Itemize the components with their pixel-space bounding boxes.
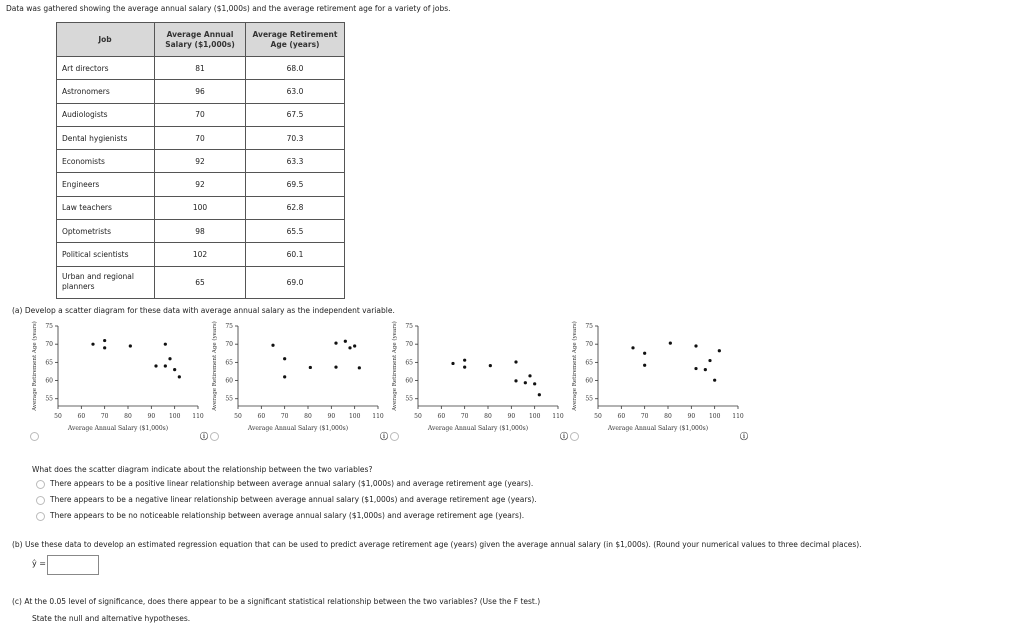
y-tick-label: 60 <box>405 377 413 385</box>
data-point <box>708 359 711 362</box>
scatter-plot-1 <box>28 320 204 440</box>
table-row <box>57 243 345 266</box>
job-cell: Art directors <box>57 57 155 80</box>
job-cell: Law teachers <box>57 196 155 219</box>
regression-equation-input[interactable] <box>47 555 99 575</box>
data-point <box>154 364 157 367</box>
radio-positive[interactable] <box>36 480 45 489</box>
scatter-plot-2 <box>208 320 384 440</box>
y-tick-label: 60 <box>225 377 233 385</box>
x-tick-label: 60 <box>77 413 86 420</box>
y-tick-label: 60 <box>585 377 593 385</box>
option-negative-label: There appears to be a negative linear relationship between average annual salary ($1,000s) and average retirement age (years). <box>50 495 537 504</box>
x-tick-label: 80 <box>124 413 132 420</box>
part-c-text: (c) At the 0.05 level of significance, does there appear to be a significant statistical relationship between the two variables? (Use the F test.) <box>12 597 541 606</box>
data-point <box>91 343 94 346</box>
salary-cell: 81 <box>155 57 246 80</box>
x-tick-label: 60 <box>617 413 626 420</box>
x-tick-label: 50 <box>234 413 242 420</box>
data-point <box>514 379 517 382</box>
x-tick-label: 50 <box>594 413 602 420</box>
job-cell: Optometrists <box>57 220 155 243</box>
x-tick-label: 110 <box>372 413 384 420</box>
data-point <box>348 346 351 349</box>
x-tick-label: 70 <box>460 413 469 420</box>
scatter-choice-radio-1[interactable] <box>30 432 39 441</box>
x-tick-label: 60 <box>437 413 446 420</box>
x-tick-label: 90 <box>147 413 156 420</box>
x-axis-label: Average Annual Salary ($1,000s) <box>607 425 709 432</box>
salary-cell: 70 <box>155 103 246 126</box>
x-tick-label: 100 <box>348 413 361 420</box>
y-axis-label: Average Retirement Age (years) <box>572 321 578 411</box>
x-axis-label: Average Annual Salary ($1,000s) <box>427 425 529 432</box>
data-point <box>694 367 697 370</box>
job-cell: Audiologists <box>57 103 155 126</box>
y-tick-label: 65 <box>585 359 593 367</box>
x-tick-label: 100 <box>168 413 181 420</box>
age-cell: 63.3 <box>246 150 345 173</box>
data-point <box>524 381 527 384</box>
salary-cell: 98 <box>155 220 246 243</box>
data-point <box>451 362 454 365</box>
x-tick-label: 110 <box>552 413 564 420</box>
age-cell: 65.5 <box>246 220 345 243</box>
x-tick-label: 50 <box>54 413 62 420</box>
table-row <box>57 173 345 196</box>
x-tick-label: 110 <box>192 413 204 420</box>
x-tick-label: 50 <box>414 413 422 420</box>
table-row <box>57 80 345 103</box>
data-point <box>271 344 274 347</box>
y-tick-label: 60 <box>45 377 53 385</box>
y-tick-label: 75 <box>225 323 233 330</box>
info-icon[interactable]: ⓘ <box>380 432 388 441</box>
y-tick-label: 65 <box>405 359 413 367</box>
x-tick-label: 90 <box>507 413 516 420</box>
data-point <box>344 340 347 343</box>
salary-cell: 96 <box>155 80 246 103</box>
data-point <box>643 352 646 355</box>
table-row <box>57 57 345 80</box>
salary-cell: 92 <box>155 173 246 196</box>
data-point <box>669 341 672 344</box>
data-point <box>168 357 171 360</box>
y-axis-label: Average Retirement Age (years) <box>212 321 218 411</box>
info-icon[interactable]: ⓘ <box>560 432 568 441</box>
data-point <box>704 368 707 371</box>
table-row <box>57 103 345 126</box>
table-row <box>57 220 345 243</box>
header-salary: Average Annual Salary ($1,000s) <box>155 23 246 57</box>
x-tick-label: 80 <box>304 413 312 420</box>
y-tick-label: 55 <box>585 395 593 403</box>
data-point <box>103 339 106 342</box>
x-axis-label: Average Annual Salary ($1,000s) <box>67 425 169 432</box>
scatter-choice-radio-3[interactable] <box>390 432 399 441</box>
salary-cell: 102 <box>155 243 246 266</box>
scatter-svg <box>28 320 206 440</box>
data-point <box>334 365 337 368</box>
data-point <box>178 375 181 378</box>
data-point <box>528 374 531 377</box>
x-tick-label: 90 <box>327 413 336 420</box>
age-cell: 69.0 <box>246 266 345 298</box>
y-axis-label: Average Retirement Age (years) <box>32 321 38 411</box>
data-point <box>173 368 176 371</box>
salary-cell: 70 <box>155 126 246 149</box>
x-tick-label: 100 <box>528 413 541 420</box>
data-point <box>129 344 132 347</box>
y-tick-label: 55 <box>405 395 413 403</box>
data-point <box>164 343 167 346</box>
x-tick-label: 70 <box>640 413 649 420</box>
data-point <box>164 364 167 367</box>
scatter-choice-radio-2[interactable] <box>210 432 219 441</box>
data-point <box>643 364 646 367</box>
y-tick-label: 65 <box>225 359 233 367</box>
data-point <box>718 349 721 352</box>
radio-negative[interactable] <box>36 496 45 505</box>
data-point <box>463 365 466 368</box>
data-point <box>631 346 634 349</box>
x-axis-label: Average Annual Salary ($1,000s) <box>247 425 349 432</box>
job-cell: Political scientists <box>57 243 155 266</box>
y-axis-label: Average Retirement Age (years) <box>392 321 398 411</box>
y-tick-label: 70 <box>585 341 593 349</box>
y-tick-label: 55 <box>45 395 53 403</box>
data-point <box>713 379 716 382</box>
radio-none[interactable] <box>36 512 45 521</box>
job-cell: Dental hygienists <box>57 126 155 149</box>
info-icon[interactable]: ⓘ <box>200 432 208 441</box>
y-tick-label: 65 <box>45 359 53 367</box>
table-row <box>57 126 345 149</box>
age-cell: 69.5 <box>246 173 345 196</box>
y-tick-label: 70 <box>405 341 413 349</box>
data-point <box>334 341 337 344</box>
x-tick-label: 70 <box>280 413 289 420</box>
info-icon[interactable]: ⓘ <box>740 432 748 441</box>
option-positive-label: There appears to be a positive linear relationship between average annual salary ($1,000s) and average retirement age (years). <box>50 479 534 488</box>
data-point <box>283 357 286 360</box>
salary-cell: 100 <box>155 196 246 219</box>
y-tick-label: 55 <box>225 395 233 403</box>
age-cell: 60.1 <box>246 243 345 266</box>
table-row <box>57 266 345 298</box>
header-job: Job <box>57 23 155 57</box>
y-tick-label: 70 <box>45 341 53 349</box>
salary-cell: 65 <box>155 266 246 298</box>
job-cell: Economists <box>57 150 155 173</box>
age-cell: 63.0 <box>246 80 345 103</box>
yhat-label: ŷ = <box>32 559 46 568</box>
data-point <box>514 360 517 363</box>
table-row <box>57 150 345 173</box>
data-point <box>533 382 536 385</box>
age-cell: 67.5 <box>246 103 345 126</box>
age-cell: 68.0 <box>246 57 345 80</box>
data-point <box>694 344 697 347</box>
header-age: Average Retirement Age (years) <box>246 23 345 57</box>
data-point <box>283 375 286 378</box>
y-tick-label: 75 <box>45 323 53 330</box>
age-cell: 62.8 <box>246 196 345 219</box>
scatter-plot-3 <box>388 320 564 440</box>
scatter-svg <box>388 320 566 440</box>
job-cell: Urban and regional planners <box>57 266 155 298</box>
part-a-text: (a) Develop a scatter diagram for these data with average annual salary as the independent variable. <box>12 306 395 315</box>
data-table <box>56 22 345 299</box>
data-point <box>309 366 312 369</box>
x-tick-label: 60 <box>257 413 266 420</box>
data-point <box>463 359 466 362</box>
intro-text: Data was gathered showing the average annual salary ($1,000s) and the average retirement age for a variety of jobs. <box>6 4 451 13</box>
hypotheses-instruction: State the null and alternative hypotheses. <box>32 614 191 623</box>
x-tick-label: 90 <box>687 413 696 420</box>
data-point <box>358 366 361 369</box>
age-cell: 70.3 <box>246 126 345 149</box>
x-tick-label: 70 <box>100 413 109 420</box>
y-tick-label: 70 <box>225 341 233 349</box>
data-point <box>489 364 492 367</box>
data-point <box>353 344 356 347</box>
x-tick-label: 80 <box>484 413 492 420</box>
option-none-label: There appears to be no noticeable relationship between average annual salary ($1,000s) and average retirement age (years). <box>50 511 525 520</box>
question-text: What does the scatter diagram indicate about the relationship between the two variables? <box>32 465 373 474</box>
scatter-plot-4 <box>568 320 744 440</box>
data-point <box>103 346 106 349</box>
data-point <box>538 393 541 396</box>
x-tick-label: 110 <box>732 413 744 420</box>
x-tick-label: 80 <box>664 413 672 420</box>
scatter-svg <box>208 320 386 440</box>
job-cell: Engineers <box>57 173 155 196</box>
y-tick-label: 75 <box>585 323 593 330</box>
salary-cell: 92 <box>155 150 246 173</box>
job-cell: Astronomers <box>57 80 155 103</box>
x-tick-label: 100 <box>708 413 721 420</box>
table-row <box>57 196 345 219</box>
part-b-text: (b) Use these data to develop an estimated regression equation that can be used to predict average retirement age (years) given the average annual salary (in $1,000s). (Round your numerical values to three decimal places). <box>12 540 862 549</box>
scatter-choice-radio-4[interactable] <box>570 432 579 441</box>
scatter-svg <box>568 320 746 440</box>
y-tick-label: 75 <box>405 323 413 330</box>
